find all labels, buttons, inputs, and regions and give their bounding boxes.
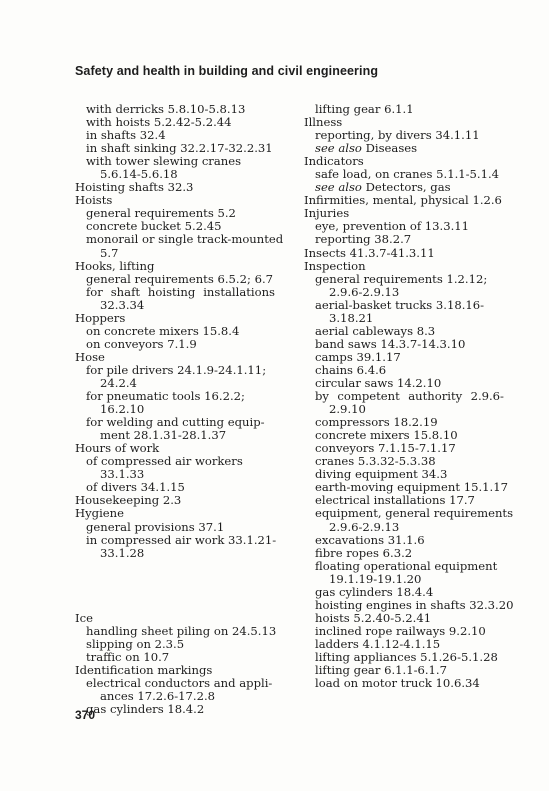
index-subentry: for pneumatic tools 16.2.2; <box>86 389 245 404</box>
index-subentry: 2.9.6-2.9.13 <box>329 284 400 299</box>
index-entry: Hose <box>75 349 105 364</box>
index-entry: Illness <box>304 115 343 130</box>
index-subentry: aerial-basket trucks 3.18.16- <box>315 297 485 312</box>
index-subentry: inclined rope railways 9.2.10 <box>315 623 486 638</box>
index-subentry: 2.9.10 <box>329 402 366 417</box>
index-subentry: ladders 4.1.12-4.1.15 <box>315 636 441 651</box>
index-subentry: lifting gear 6.1.1 <box>315 102 414 116</box>
index-subentry: monorail or single track-mounted <box>86 232 284 247</box>
index-subentry: general requirements 5.2 <box>86 206 236 221</box>
index-entry: Hoists <box>75 193 113 208</box>
index-entry: Hoisting shafts 32.3 <box>75 180 194 195</box>
index-subentry: chains 6.4.6 <box>315 362 387 377</box>
index-subentry: 24.2.4 <box>100 375 137 390</box>
index-subentry: equipment, general requirements <box>315 506 514 521</box>
index-subentry: cranes 5.3.32-5.3.38 <box>315 454 436 469</box>
index-subentry: lifting gear 6.1.1-6.1.7 <box>315 663 447 678</box>
index-subentry: in shaft sinking 32.2.17-32.2.31 <box>86 141 273 156</box>
index-subentry: camps 39.1.17 <box>315 349 401 364</box>
index-subentry: for welding and cutting equip- <box>86 415 265 430</box>
index-subentry: slipping on 2.3.5 <box>86 636 185 651</box>
index-subentry: see also Diseases <box>315 141 418 156</box>
index-entry: Injuries <box>304 206 350 221</box>
index-subentry: for pile drivers 24.1.9-24.1.11; <box>86 362 267 377</box>
index-subentry: eye, prevention of 13.3.11 <box>315 219 470 234</box>
index-subentry: load on motor truck 10.6.34 <box>315 676 480 691</box>
page-header-title: Safety and health in building and civil engineering <box>75 64 379 78</box>
index-subentry: by competent authority 2.9.6- <box>315 389 504 404</box>
index-subentry: diving equipment 34.3 <box>315 467 448 482</box>
index-column-right <box>304 102 514 691</box>
index-subentry: concrete mixers 15.8.10 <box>315 428 458 443</box>
index-subentry: for shaft hoisting installations <box>86 284 275 299</box>
index-entry: Infirmities, mental, physical 1.2.6 <box>304 193 502 208</box>
index-subentry: earth-moving equipment 15.1.17 <box>315 480 508 495</box>
index-entry: Indicators <box>304 154 364 169</box>
index-subentry: gas cylinders 18.4.2 <box>86 701 205 716</box>
index-subentry: floating operational equipment <box>315 558 498 573</box>
index-subentry: 32.3.34 <box>100 297 145 312</box>
index-entry: Identification markings <box>75 662 213 677</box>
index-subentry: 33.1.28 <box>100 545 145 560</box>
index-subentry: ment 28.1.31-28.1.37 <box>100 428 227 443</box>
index-subentry: aerial cableways 8.3 <box>315 323 436 338</box>
index-subentry: 33.1.33 <box>100 467 145 482</box>
index-entry: Hooks, lifting <box>75 258 155 273</box>
index-subentry: of divers 34.1.15 <box>86 480 185 495</box>
index-entry: Ice <box>75 610 93 625</box>
index-subentry: general requirements 6.5.2; 6.7 <box>86 271 274 286</box>
index-subentry: of compressed air workers <box>86 454 243 469</box>
index-subentry: reporting, by divers 34.1.11 <box>315 128 480 143</box>
index-subentry: with hoists 5.2.42-5.2.44 <box>86 115 232 130</box>
index-subentry: 3.18.21 <box>329 310 374 325</box>
section-gap <box>75 560 275 612</box>
index-subentry: in shafts 32.4 <box>86 128 166 143</box>
index-subentry: 5.7 <box>100 245 119 260</box>
index-subentry: general provisions 37.1 <box>86 519 225 534</box>
index-subentry: concrete bucket 5.2.45 <box>86 219 222 234</box>
index-entry: Insects 41.3.7-41.3.11 <box>304 245 435 260</box>
index-subentry: 16.2.10 <box>100 402 145 417</box>
index-subentry: on concrete mixers 15.8.4 <box>86 323 240 338</box>
index-subentry: hoisting engines in shafts 32.3.20 <box>315 597 514 612</box>
index-entry: Hygiene <box>75 506 124 521</box>
index-subentry: excavations 31.1.6 <box>315 532 425 547</box>
index-subentry: fibre ropes 6.3.2 <box>315 545 413 560</box>
index-subentry: safe load, on cranes 5.1.1-5.1.4 <box>315 167 500 182</box>
index-entry: Hours of work <box>75 441 160 456</box>
index-subentry: on conveyors 7.1.9 <box>86 336 197 351</box>
index-entry: Housekeeping 2.3 <box>75 493 182 508</box>
index-entry: Inspection <box>304 258 366 273</box>
index-subentry: 5.6.14-5.6.18 <box>100 167 178 182</box>
index-subentry: conveyors 7.1.15-7.1.17 <box>315 441 456 456</box>
page-number: 370 <box>75 708 96 722</box>
index-subentry: reporting 38.2.7 <box>315 232 412 247</box>
index-subentry: lifting appliances 5.1.26-5.1.28 <box>315 649 498 664</box>
index-column-left <box>75 102 284 716</box>
index-entry: Hoppers <box>75 310 126 325</box>
index-subentry: general requirements 1.2.12; <box>315 271 488 286</box>
index-subentry: hoists 5.2.40-5.2.41 <box>315 610 432 625</box>
index-subentry: electrical conductors and appli- <box>86 675 273 690</box>
index-subentry: 19.1.19-19.1.20 <box>329 571 422 586</box>
index-subentry: circular saws 14.2.10 <box>315 375 442 390</box>
index-subentry: 2.9.6-2.9.13 <box>329 519 400 534</box>
index-subentry: see also Detectors, gas <box>315 180 451 195</box>
index-subentry: traffic on 10.7 <box>86 649 170 664</box>
index-subentry: with derricks 5.8.10-5.8.13 <box>86 102 246 116</box>
index-subentry: band saws 14.3.7-14.3.10 <box>315 336 466 351</box>
index-subentry: gas cylinders 18.4.4 <box>315 584 434 599</box>
index-subentry: handling sheet piling on 24.5.13 <box>86 623 277 638</box>
index-subentry: compressors 18.2.19 <box>315 415 438 430</box>
index-subentry: electrical installations 17.7 <box>315 493 475 508</box>
index-subentry: ances 17.2.6-17.2.8 <box>100 688 216 703</box>
index-subentry: in compressed air work 33.1.21- <box>86 532 277 547</box>
index-subentry: with tower slewing cranes <box>86 154 242 169</box>
